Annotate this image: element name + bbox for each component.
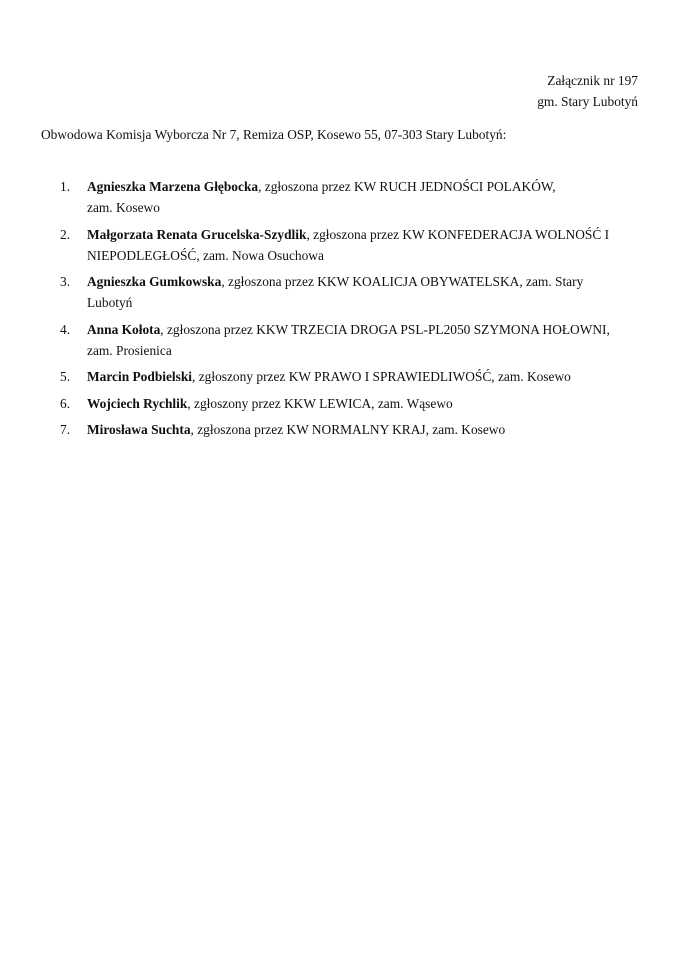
- member-name: Anna Kołota: [87, 321, 161, 337]
- member-number: 2.: [60, 226, 71, 242]
- member-item: [60, 319, 640, 361]
- member-details-continued: zam. Kosewo: [87, 200, 160, 215]
- member-details-continued: NIEPODLEGŁOŚĆ, zam. Nowa Osuchowa: [87, 247, 324, 263]
- member-details: , zgłoszona przez KW NORMALNY KRAJ, zam. Kosewo: [190, 422, 506, 437]
- member-name: Marcin Podbielski: [87, 369, 193, 384]
- member-item: [60, 271, 640, 313]
- member-number: 1.: [60, 179, 71, 194]
- member-details: , zgłoszona przez KKW KOALICJA OBYWATELSKA, zam. Stary: [221, 274, 584, 289]
- member-item: [60, 393, 640, 414]
- member-item: [60, 176, 640, 218]
- member-name: Małgorzata Renata Grucelska-Szydlik: [87, 226, 307, 242]
- member-item: [60, 224, 640, 266]
- commission-title: Obwodowa Komisja Wyborcza Nr 7, Remiza OSP, Kosewo 55, 07-303 Stary Lubotyń:: [41, 127, 507, 142]
- annex-header: [537, 70, 638, 112]
- member-details: , zgłoszony przez KW PRAWO I SPRAWIEDLIWOŚĆ, zam. Kosewo: [192, 369, 571, 384]
- annex-municipality: gm. Stary Lubotyń: [537, 94, 638, 109]
- member-number: 6.: [60, 395, 71, 411]
- member-number: 7.: [60, 422, 71, 437]
- member-details-continued: Lubotyń: [87, 295, 133, 310]
- member-details: , zgłoszona przez KKW TRZECIA DROGA PSL-PL2050 SZYMONA HOŁOWNI,: [160, 321, 610, 337]
- member-item: [60, 419, 640, 440]
- member-list: [60, 176, 640, 446]
- member-name: Mirosława Suchta: [87, 422, 191, 437]
- member-details: , zgłoszona przez KW KONFEDERACJA WOLNOŚĆ I: [306, 226, 610, 242]
- member-details: , zgłoszony przez KKW LEWICA, zam. Wąsewo: [187, 395, 453, 411]
- member-number: 4.: [60, 321, 71, 337]
- member-number: 5.: [60, 369, 71, 384]
- member-number: 3.: [60, 274, 71, 289]
- member-name: Agnieszka Gumkowska: [87, 274, 222, 289]
- annex-number: Załącznik nr 197: [547, 73, 638, 88]
- member-item: [60, 366, 640, 387]
- member-details: , zgłoszona przez KW RUCH JEDNOŚCI POLAKÓW,: [258, 179, 556, 194]
- member-details-continued: zam. Prosienica: [87, 342, 172, 358]
- member-name: Agnieszka Marzena Głębocka: [87, 179, 259, 194]
- member-name: Wojciech Rychlik: [87, 395, 188, 411]
